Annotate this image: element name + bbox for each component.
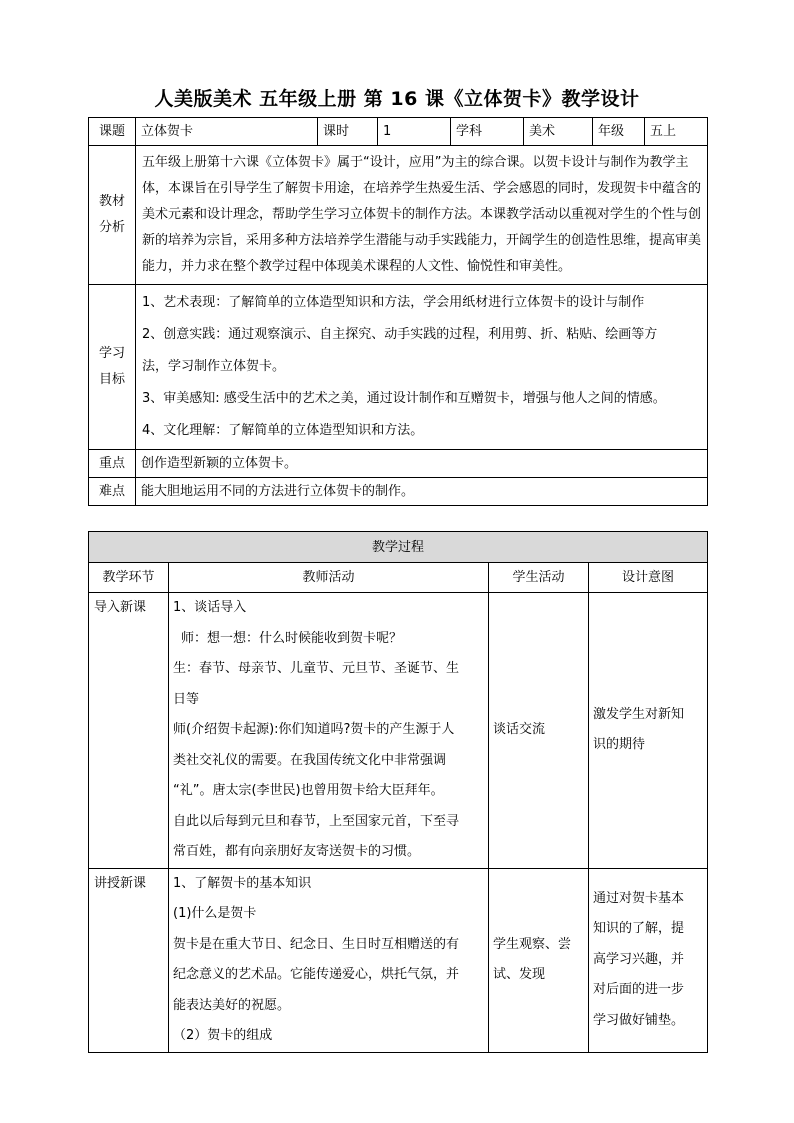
teacher-line: （2）贺卡的组成 [173,1028,273,1043]
goal-item: 法，学习制作立体贺卡。 [142,359,286,374]
student-activity [489,868,589,1052]
goals-label-2: 目标 [98,372,125,387]
teacher-line: 纪念意义的艺术品。它能传递爱心，烘托气氛，并 [173,967,460,982]
grade-label: 年级 [593,118,645,146]
student-line: 试、发现 [493,967,546,982]
teacher-line: “礼”。唐太宗(李世民)也曾用贺卡给大臣拜年。 [173,783,444,798]
difficulty-row [89,478,708,506]
goals-label [89,285,136,450]
column-header: 设计意图 [589,563,708,593]
key-point-row [89,450,708,478]
teacher-line: 类社交礼仪的需要。在我国传统文化中非常强调 [173,752,447,768]
teacher-line: 师：想一想：什么时候能收到贺卡呢？ [181,630,403,646]
grade-value: 五上 [645,118,708,146]
hours-value: 1 [378,118,451,146]
process-header: 教学过程 [89,532,708,563]
goal-item: 4、文化理解：了解简单的立体造型知识和方法。 [142,423,424,438]
design-intent [589,593,708,869]
teacher-line: 日等 [173,691,200,707]
student-activity [489,593,589,869]
student-line: 谈话交流 [493,722,546,737]
document-title: 人美版美术 五年级上册 第 16 课《立体贺卡》教学设计 [154,88,640,110]
key-point-text: 创作造型新颖的立体贺卡。 [136,450,708,478]
teacher-line: (1)什么是贺卡 [173,906,257,921]
analysis-label [89,146,136,285]
teacher-activity [169,868,489,1052]
process-row-intro [89,593,708,869]
process-columns-row [89,563,708,593]
teacher-activity [169,593,489,869]
student-line: 学生观察、尝 [493,936,572,952]
hours-label: 课时 [318,118,378,146]
topic-row [89,118,708,146]
analysis-row [89,146,708,285]
analysis-label-2: 分析 [98,220,125,235]
difficulty-label: 难点 [89,478,136,506]
goals-list [136,285,708,450]
intent-line: 学习做好铺垫。 [593,1012,685,1028]
teacher-line: 生：春节、母亲节、儿童节、元旦节、圣诞节、生 [173,661,460,676]
teacher-line: 1、了解贺卡的基本知识 [173,875,312,891]
intent-line: 知识的了解，提 [593,921,685,937]
process-row-new-lesson [89,868,708,1052]
key-point-label: 重点 [89,450,136,478]
stage-cell: 讲授新课 [89,868,169,1052]
column-header: 教师活动 [169,563,489,593]
goal-item: 1、艺术表现：了解简单的立体造型知识和方法，学会用纸材进行立体贺卡的设计与制作 [142,295,645,310]
teacher-line: 1、谈话导入 [173,600,247,615]
analysis-label-1: 教材 [98,194,125,209]
design-intent [589,868,708,1052]
goal-item: 3、审美感知: 感受生活中的艺术之美，通过设计制作和互赠贺卡，增强与他人之间的情感。 [142,391,666,406]
analysis-text: 五年级上册第十六课《立体贺卡》属于“设计，应用”为主的综合课。以贺卡设计与制作为教学主体，本课旨在引导学生了解贺卡用途，在培养学生热爱生活、学会感恩的同时，发现贺卡中蕴含的美术元素和设计理念，帮助学生学习立体贺卡的制作方法。本课教学活动以重视对学生的个性与创新的培养为宗旨，采用多种方法培养学生潜能与动手实践能力，开阔学生的创造性思维，提高审美能力，并力求在整个教学过程中体现美术课程的人文性、愉悦性和审美性。 [136,146,708,285]
teacher-line: 能表达美好的祝愿。 [173,997,291,1013]
subject-label: 学科 [451,118,524,146]
intent-line: 通过对贺卡基本 [593,890,685,906]
topic-value: 立体贺卡 [136,118,318,146]
teacher-line: 常百姓，都有向亲朋好友寄送贺卡的习惯。 [173,844,421,859]
goal-item: 2、创意实践：通过观察演示、自主探究、动手实践的过程，利用剪、折、粘贴、绘画等方 [142,327,658,342]
intent-line: 激发学生对新知 [593,706,685,722]
intent-line: 识的期待 [593,737,646,753]
process-header-row [89,532,708,563]
intent-line: 高学习兴趣，并 [593,951,685,967]
teaching-process-table [88,531,708,1053]
column-header: 教学环节 [89,563,169,593]
subject-value: 美术 [524,118,593,146]
goals-row [89,285,708,450]
teacher-line: 贺卡是在重大节日、纪念日、生日时互相赠送的有 [173,936,460,952]
intent-line: 对后面的进一步 [593,982,685,998]
difficulty-text: 能大胆地运用不同的方法进行立体贺卡的制作。 [136,478,708,506]
lesson-info-table [88,117,708,506]
topic-label: 课题 [89,118,136,146]
stage-cell: 导入新课 [89,593,169,869]
teacher-line: 自此以后每到元旦和春节，上至国家元首，下至寻 [173,813,460,829]
column-header: 学生活动 [489,563,589,593]
goals-label-1: 学习 [98,346,125,361]
teacher-line: 师(介绍贺卡起源):你们知道吗?贺卡的产生源于人 [173,722,455,737]
